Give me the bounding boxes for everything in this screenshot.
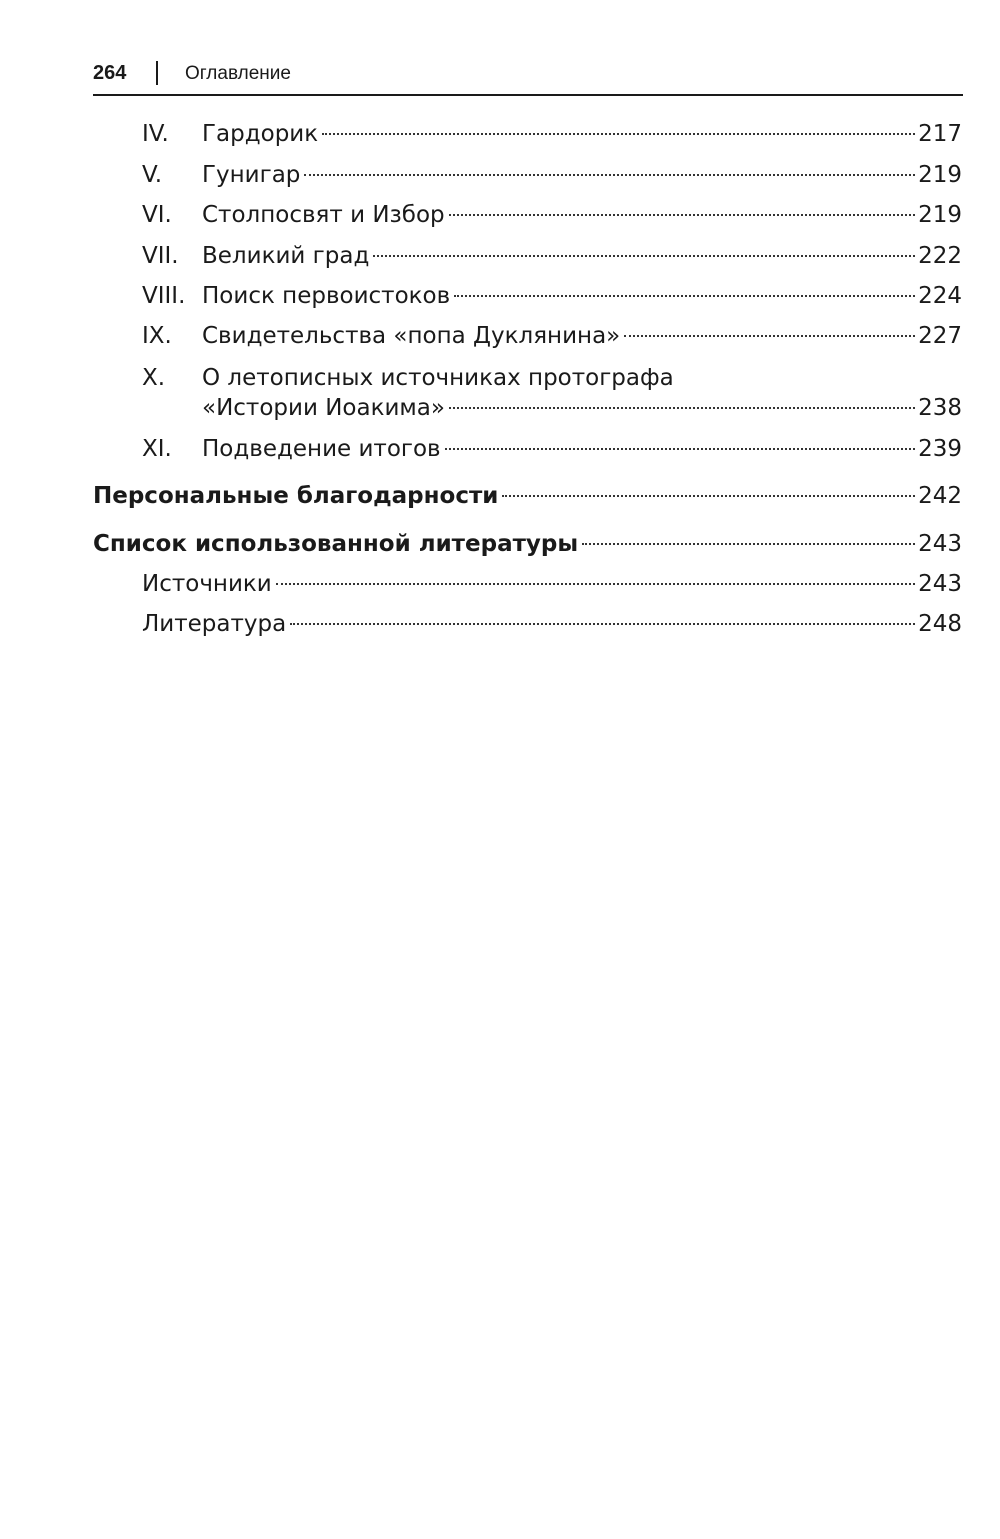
running-title: Оглавление (185, 63, 291, 84)
dot-leader (290, 623, 915, 625)
dot-leader (373, 255, 915, 257)
toc-entry-title: Гардорик (202, 121, 319, 147)
dot-leader (445, 448, 915, 450)
toc-entry-page: 217 (918, 121, 962, 147)
toc-entry[interactable] (0, 364, 1000, 434)
dot-leader (322, 133, 915, 135)
header-separator (156, 61, 158, 85)
toc-section-title: Персональные благодарности (93, 483, 499, 509)
toc-entry-number: V. (142, 162, 163, 188)
toc-subentry-page: 243 (918, 571, 962, 597)
toc-entry-number: XI. (142, 436, 172, 462)
dot-leader (502, 495, 915, 497)
toc-entry-title: «Истории Иоакима» (202, 395, 445, 421)
toc-entry-page: 222 (918, 243, 962, 269)
toc-section-title: Список использованной литературы (93, 531, 579, 557)
toc-subentry-title: Литература (142, 611, 287, 637)
toc-entry-page: 238 (918, 395, 962, 421)
toc-entry-page: 227 (918, 323, 962, 349)
page-header (93, 58, 963, 96)
toc-entry-number: VII. (142, 243, 179, 269)
toc-subentry-page: 248 (918, 611, 962, 637)
dot-leader (276, 583, 915, 585)
toc-entry-page: 239 (918, 436, 962, 462)
toc-entry-page: 224 (918, 283, 962, 309)
toc-entry-title: Подведение итогов (202, 436, 441, 462)
dot-leader (304, 174, 915, 176)
toc-section-page: 242 (918, 483, 962, 509)
dot-leader (454, 295, 915, 297)
toc-entry-title: Гунигар (202, 162, 301, 188)
toc-entry-title: Столпосвят и Избор (202, 202, 445, 228)
toc-entry-number: VIII. (142, 283, 186, 309)
toc-entry-number: IV. (142, 121, 169, 147)
dot-leader (624, 335, 915, 337)
toc-entry-title: Поиск первоистоков (202, 283, 451, 309)
toc-entry-page: 219 (918, 162, 962, 188)
toc-entry-title: Свидетельства «попа Дуклянина» (202, 323, 621, 349)
toc-entry-title-line1: О летописных источниках протографа (202, 365, 674, 391)
dot-leader (449, 214, 915, 216)
page-number: 264 (93, 62, 127, 84)
toc-section-page: 243 (918, 531, 962, 557)
toc-subentry-title: Источники (142, 571, 272, 597)
toc-entry-number: VI. (142, 202, 172, 228)
toc-entry-page: 219 (918, 202, 962, 228)
toc-entry-number: X. (142, 365, 166, 391)
toc-entry-number: IX. (142, 323, 172, 349)
dot-leader (449, 407, 915, 409)
toc-entry-title: Великий град (202, 243, 370, 269)
dot-leader (582, 543, 915, 545)
